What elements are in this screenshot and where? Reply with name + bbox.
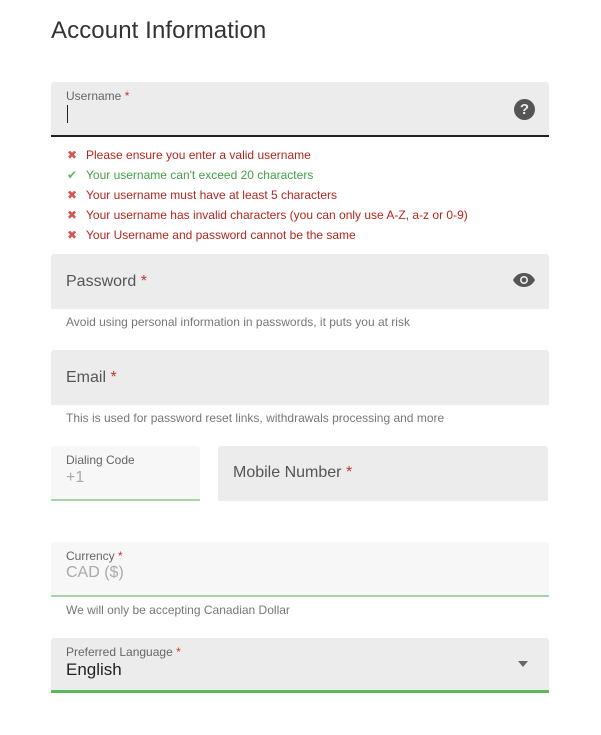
password-label: Password *	[66, 273, 147, 290]
dialing-code-value: +1	[66, 469, 85, 486]
username-label: Username *	[66, 89, 130, 103]
error-x-icon: ✖	[66, 228, 78, 242]
dialing-code-label: Dialing Code	[66, 453, 135, 467]
mobile-number-field[interactable]	[218, 446, 548, 501]
error-x-icon: ✖	[66, 208, 78, 222]
password-hint: Avoid using personal information in passwords, it puts you at risk	[66, 315, 410, 329]
page-title: Account Information	[51, 17, 267, 44]
text-caret	[67, 105, 68, 123]
checkmark-icon: ✔	[66, 168, 78, 182]
eye-icon[interactable]	[513, 273, 535, 287]
email-hint: This is used for password reset links, withdrawals processing and more	[66, 411, 445, 425]
caret-down-icon[interactable]	[518, 661, 528, 667]
currency-field	[51, 542, 549, 597]
password-field[interactable]	[51, 254, 549, 309]
currency-label: Currency *	[66, 549, 123, 563]
validation-rule: ✖ Please ensure you enter a valid username	[66, 145, 468, 165]
help-circle-icon[interactable]: ?	[514, 99, 535, 120]
language-value: English	[66, 660, 122, 679]
email-label: Email *	[66, 369, 117, 386]
dialing-code-field[interactable]	[51, 446, 200, 501]
error-x-icon: ✖	[66, 148, 78, 162]
username-field[interactable]	[51, 82, 549, 137]
error-x-icon: ✖	[66, 188, 78, 202]
validation-rule: ✖ Your username has invalid characters (you can only use A-Z, a-z or 0-9)	[66, 205, 468, 225]
preferred-language-select[interactable]	[51, 638, 549, 693]
currency-hint: We will only be accepting Canadian Dollar	[66, 603, 290, 617]
username-validation-list	[66, 145, 468, 245]
email-field[interactable]	[51, 350, 549, 405]
validation-rule: ✖ Your username must have at least 5 characters	[66, 185, 468, 205]
mobile-number-label: Mobile Number *	[233, 464, 353, 481]
validation-rule: ✔ Your username can't exceed 20 characters	[66, 165, 468, 185]
language-label: Preferred Language *	[66, 645, 181, 659]
currency-value: CAD ($)	[66, 564, 124, 581]
validation-rule: ✖ Your Username and password cannot be the same	[66, 225, 468, 245]
